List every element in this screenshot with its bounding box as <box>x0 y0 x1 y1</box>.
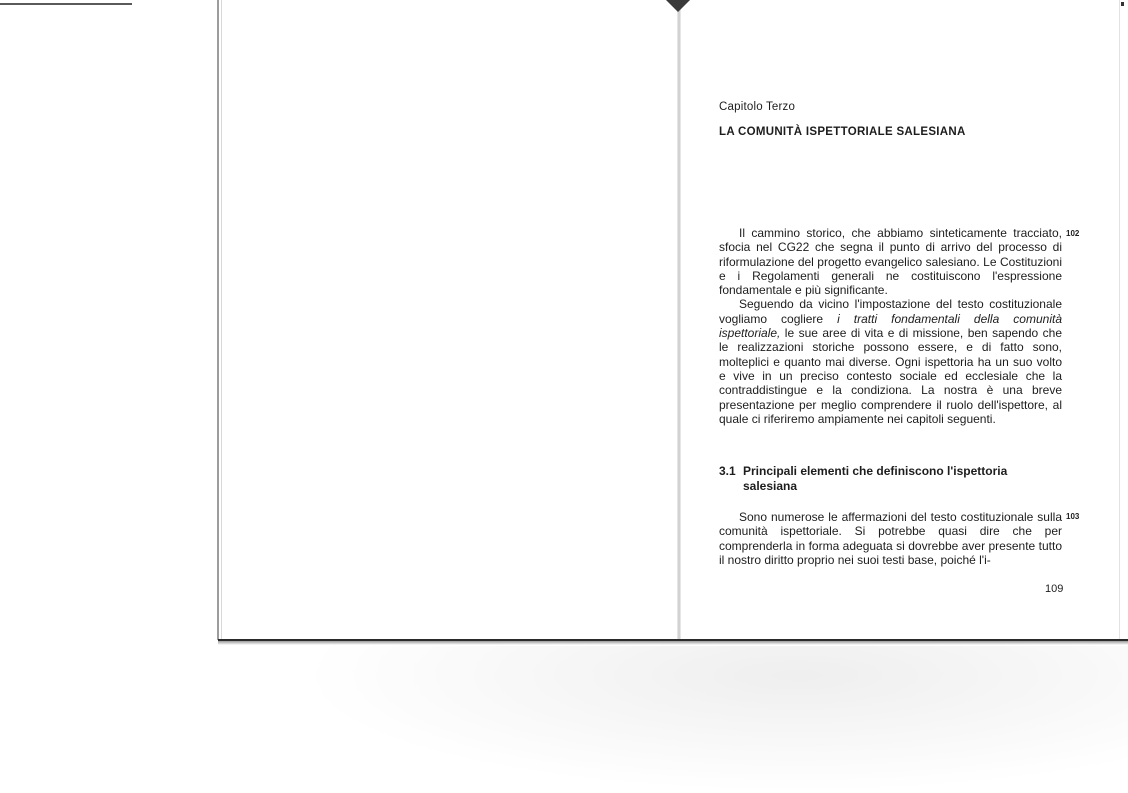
left-page-edge <box>217 0 219 640</box>
paragraph-1: Il cammino storico, che abbiamo sinteticamente tracciato, sfocia nel CG22 che segna il punto di arrivo del processo di riformulazione del progetto evangelico salesiano. Le Costituzioni e i Regolamenti generali ne costituiscono l'espressione fondamentale e più significante. <box>719 226 1062 298</box>
scan-speck <box>1121 2 1124 6</box>
scan-edge-strip <box>0 3 132 5</box>
margin-number: 102 <box>1066 229 1080 238</box>
chapter-label: Capitolo Terzo <box>719 101 796 113</box>
right-page-edge <box>1119 0 1120 640</box>
section-heading <box>719 464 1062 494</box>
margin-number: 103 <box>1066 512 1080 521</box>
paragraph-2-start: Seguendo da vicino l'impostazione del testo costituzionale vogliamo cogliere <box>719 297 1062 326</box>
book-bottom-shadow <box>218 641 1128 645</box>
book-gutter <box>677 0 681 640</box>
paragraph-2-italic: i tratti fondamentali della comunità ispettoriale, <box>719 311 1062 341</box>
scanner-background <box>300 646 1128 793</box>
left-page-inner-edge <box>221 0 222 640</box>
paragraph-2-end: le sue aree di vita e di missione, ben sapendo che le realizzazioni storiche possono essere, e di fatto sono, molteplici e quanto mai diverse. Ogni ispettoria ha un suo volto e vive in un preciso contesto sociale ed ecclesiale che la contraddistingue e la condiziona. La nostra è una breve presentazione per meglio comprendere il ruolo dell'ispettore, al quale ci riferiremo ampiamente nei capitoli seguenti. <box>719 326 1062 426</box>
chapter-title: LA COMUNITÀ ISPETTORIALE SALESIANA <box>719 126 966 138</box>
body-text-block <box>719 510 1062 567</box>
page-number: 109 <box>1045 583 1064 595</box>
paragraph-2 <box>719 297 1062 426</box>
paragraph-3: Sono numerose le affermazioni del testo costituzionale sulla comunità ispettoriale. Si potrebbe quasi dire che per comprenderla in forma adeguata si dovrebbe aver presente tutto il nostro diritto proprio nei suoi testi base, poiché l'i- <box>719 510 1062 567</box>
body-text-block <box>719 226 1062 426</box>
section-title: Principali elementi che definiscono l'ispettoria salesiana <box>743 464 1008 493</box>
gutter-notch <box>666 0 690 12</box>
section-number: 3.1 <box>719 464 736 478</box>
